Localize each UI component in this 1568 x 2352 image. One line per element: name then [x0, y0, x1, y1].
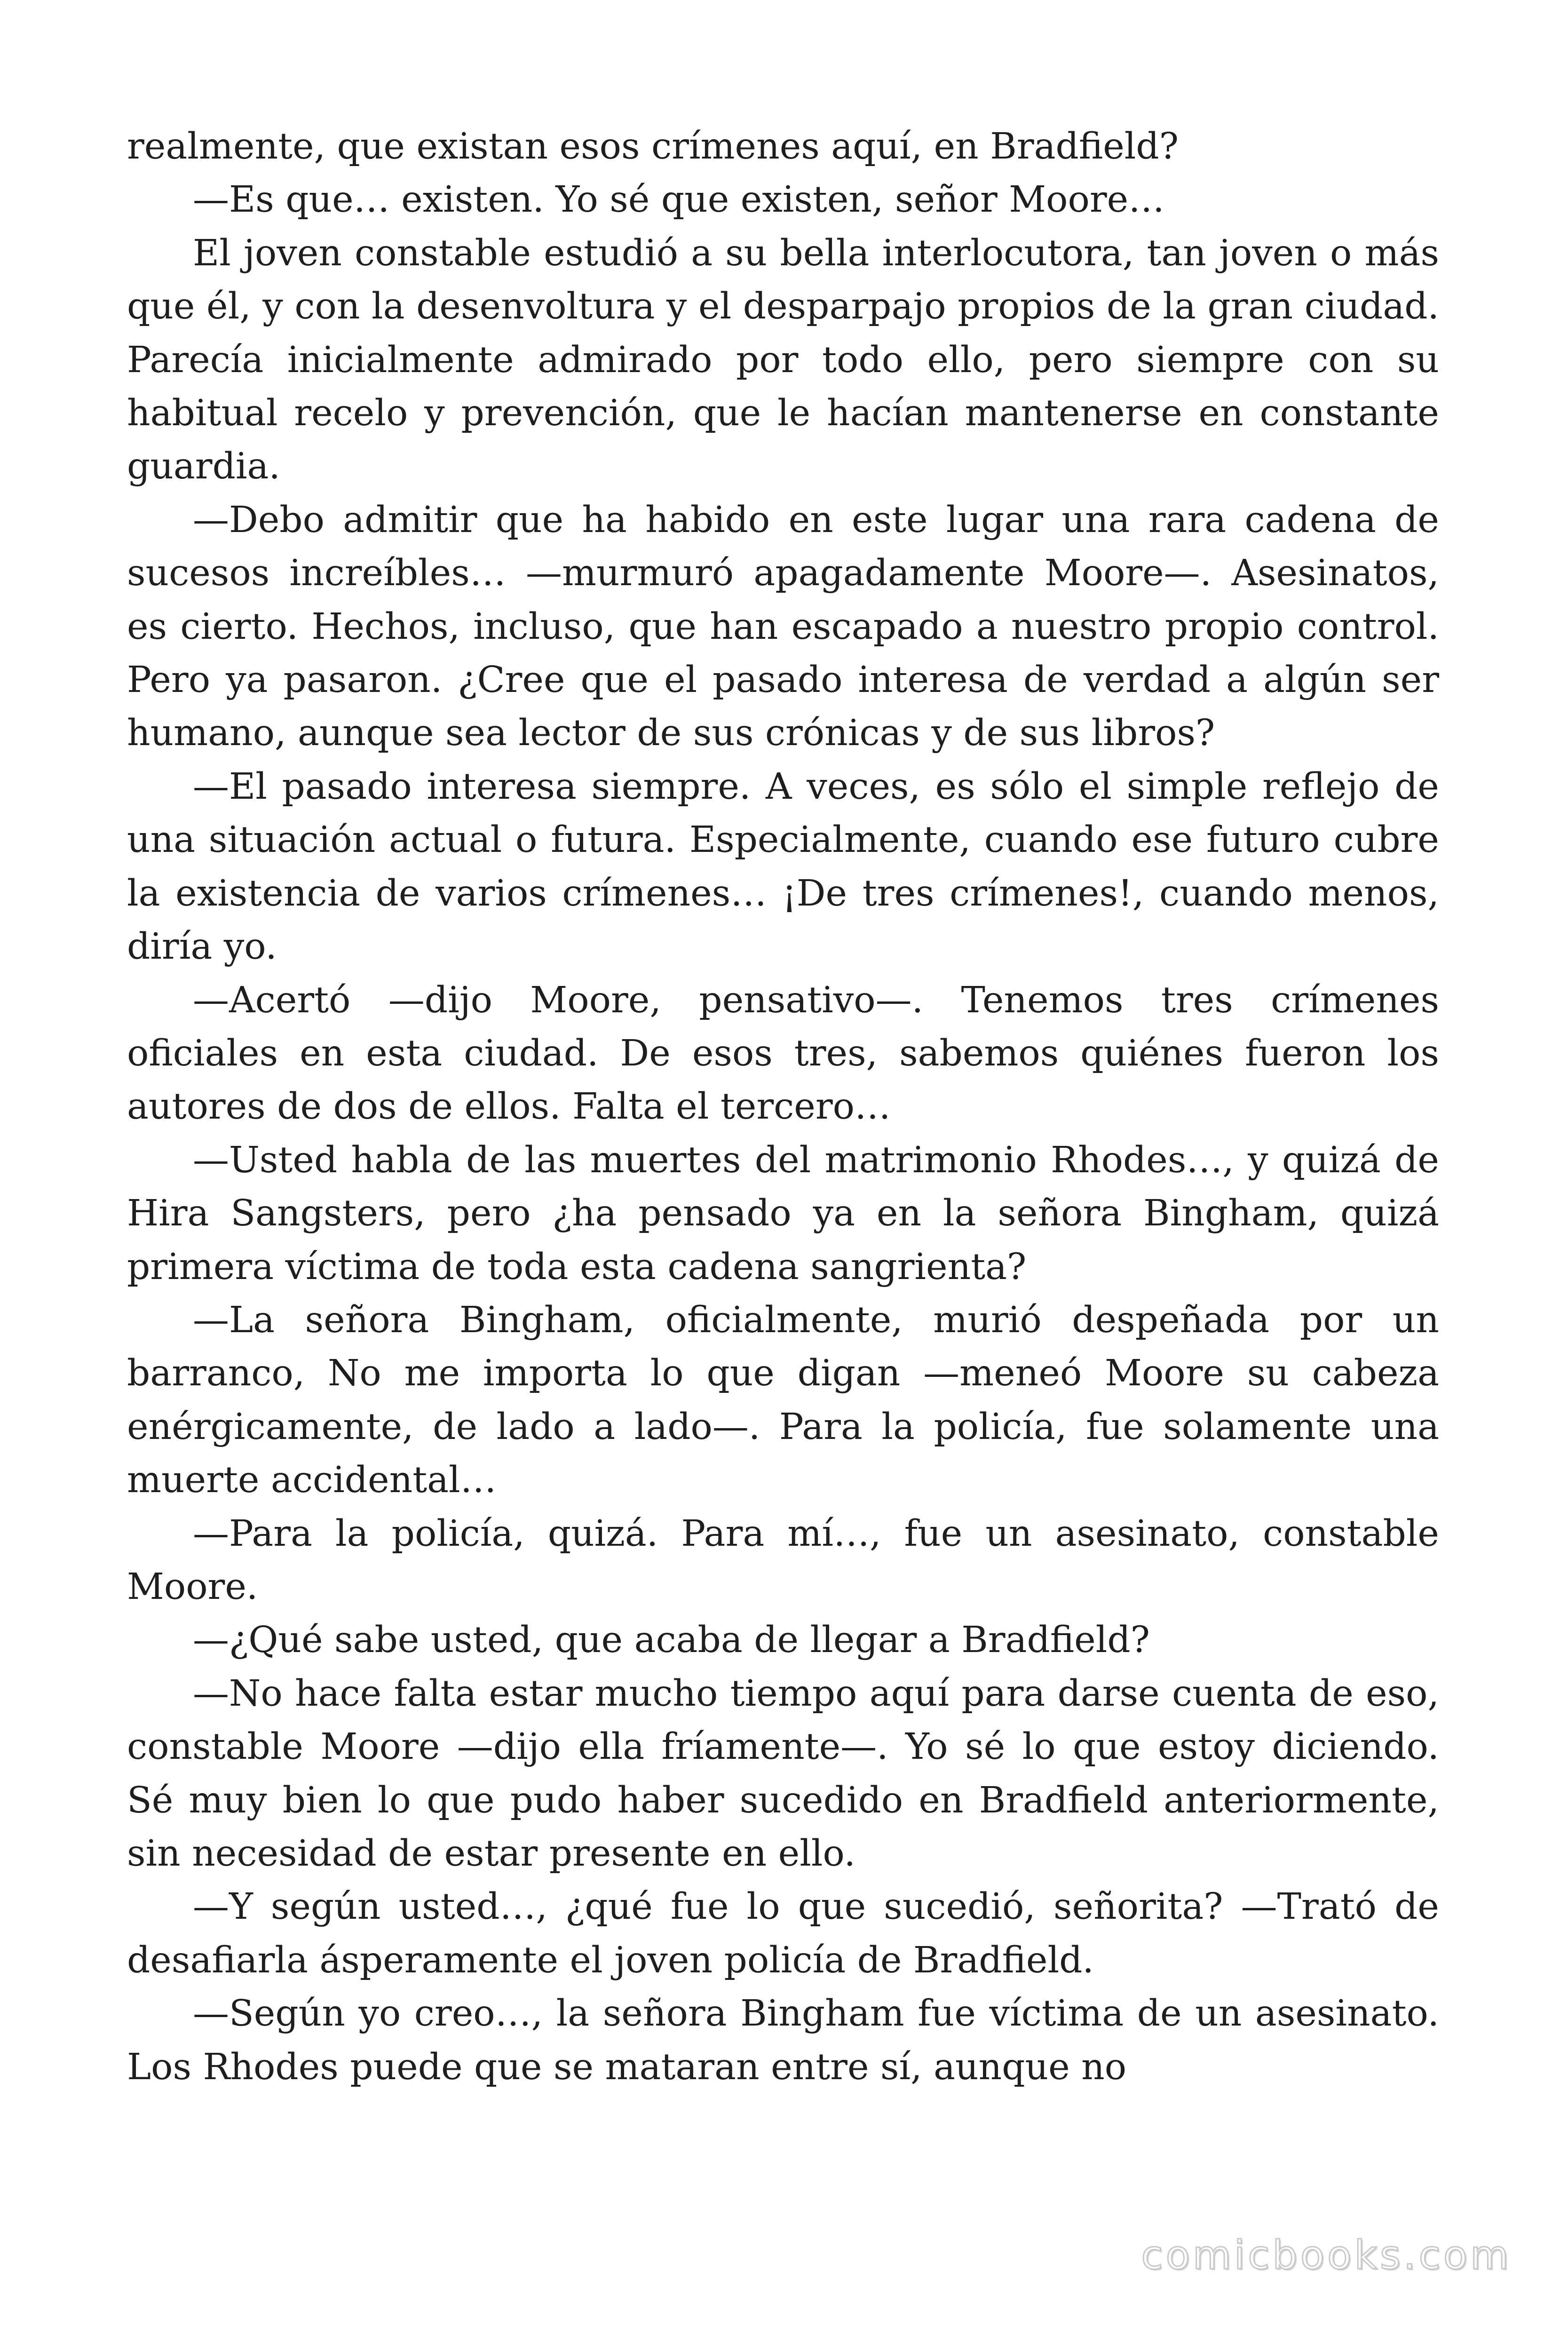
paragraph: —Es que… existen. Yo sé que existen, señor Moore…	[193, 179, 1165, 221]
paragraph: —Y según usted…, ¿qué fue lo que sucedió, señorita? —Trató de desafiarla ásperamente el joven policía de Bradfield.	[127, 1886, 1439, 1981]
paragraph: —Usted habla de las muertes del matrimonio Rhodes…, y quizá de Hira Sangsters, pero ¿ha pensado ya en la señora Bingham, quizá primera víctima de toda esta cadena sangrienta?	[127, 1139, 1439, 1288]
paragraph: —Acertó —dijo Moore, pensativo—. Tenemos tres crímenes oficiales en esta ciudad. De esos tres, sabemos quiénes fueron los autores de dos de ellos. Falta el tercero…	[127, 979, 1439, 1128]
paragraph: realmente, que existan esos crímenes aquí, en Bradfield?	[127, 126, 1179, 167]
paragraph: El joven constable estudió a su bella interlocutora, tan joven o más que él, y con la desenvoltura y el desparpajo propios de la gran ciudad. Parecía inicialmente admirado por todo ello, pero siempre con su habitual recelo y prevención, que le hacían mantenerse en constante guardia.	[127, 232, 1439, 488]
paragraph: —Debo admitir que ha habido en este lugar una rara cadena de sucesos increíbles… —murmuró apagadamente Moore—. Asesinatos, es cierto. Hechos, incluso, que han escapado a nuestro propio control. Pero ya pasaron. ¿Cree que el pasado interesa de verdad a algún ser humano, aunque sea lector de sus crónicas y de sus libros?	[127, 499, 1439, 755]
paragraph: —Según yo creo…, la señora Bingham fue víctima de un asesinato. Los Rhodes puede que se mataran entre sí, aunque no	[127, 1993, 1439, 2088]
body-text	[127, 120, 1439, 2094]
paragraph: —No hace falta estar mucho tiempo aquí para darse cuenta de eso, constable Moore —dijo ella fríamente—. Yo sé lo que estoy diciendo. Sé muy bien lo que pudo haber sucedido en Bradfield anteriormente, sin necesidad de estar presente en ello.	[127, 1672, 1439, 1875]
watermark: comicbooks.com	[1141, 2232, 1512, 2278]
paragraph: —¿Qué sabe usted, que acaba de llegar a Bradfield?	[193, 1619, 1150, 1661]
paragraph: —Para la policía, quizá. Para mí…, fue un asesinato, constable Moore.	[127, 1512, 1439, 1608]
paragraph: —El pasado interesa siempre. A veces, es sólo el simple reflejo de una situación actual o futura. Especialmente, cuando ese futuro cubre la existencia de varios crímenes… ¡De tres crímenes!, cuando menos, diría yo.	[127, 765, 1439, 968]
paragraph: —La señora Bingham, oficialmente, murió despeñada por un barranco, No me importa lo que digan —meneó Moore su cabeza enérgicamente, de lado a lado—. Para la policía, fue solamente una muerte accidental…	[127, 1299, 1439, 1502]
